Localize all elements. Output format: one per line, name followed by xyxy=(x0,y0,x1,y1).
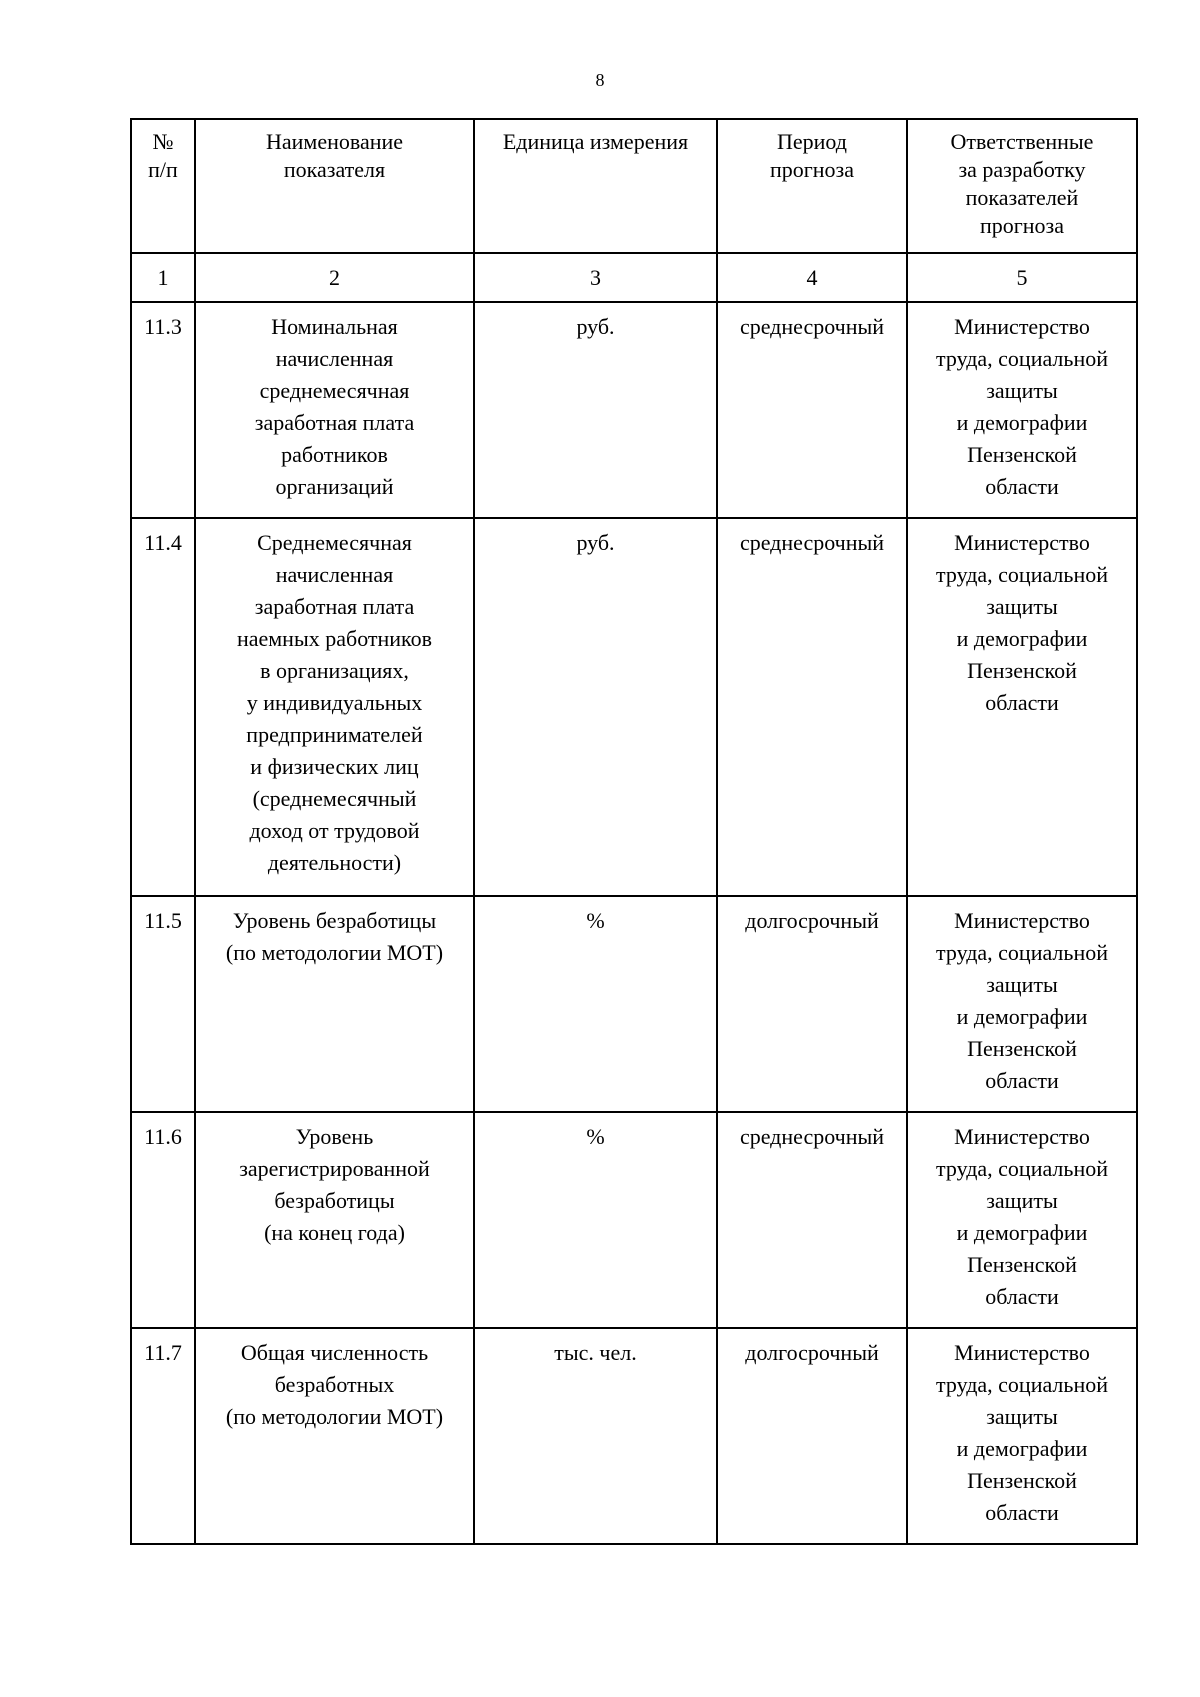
indicator-name: Среднемесячная начисленная заработная плата наемных работников в организациях, у индивидуальных предпринимателей и физических лиц (среднемесячный доход от трудовой деятельности) xyxy=(195,518,474,896)
indicator-name: Уровень безработицы (по методологии МОТ) xyxy=(195,896,474,1112)
table-row xyxy=(131,896,1137,1112)
header-responsible: Ответственные за разработку показателей прогноза xyxy=(907,119,1137,253)
indicator-name: Общая численность безработных (по методологии МОТ) xyxy=(195,1328,474,1544)
column-numbers-row xyxy=(131,253,1137,302)
unit: руб. xyxy=(474,518,717,896)
forecast-period: долгосрочный xyxy=(717,1328,907,1544)
column-number: 3 xyxy=(474,253,717,302)
row-number: 11.3 xyxy=(131,302,195,518)
table-row xyxy=(131,518,1137,896)
indicators-table xyxy=(130,118,1138,1545)
forecast-period: среднесрочный xyxy=(717,1112,907,1328)
table-row xyxy=(131,1328,1137,1544)
unit: % xyxy=(474,896,717,1112)
unit: руб. xyxy=(474,302,717,518)
indicator-name: Номинальная начисленная среднемесячная заработная плата работников организаций xyxy=(195,302,474,518)
responsible: Министерство труда, социальной защиты и демографии Пензенской области xyxy=(907,1328,1137,1544)
responsible: Министерство труда, социальной защиты и демографии Пензенской области xyxy=(907,896,1137,1112)
forecast-period: среднесрочный xyxy=(717,518,907,896)
forecast-period: среднесрочный xyxy=(717,302,907,518)
column-number: 4 xyxy=(717,253,907,302)
header-unit: Единица измерения xyxy=(474,119,717,253)
column-number: 5 xyxy=(907,253,1137,302)
table-row xyxy=(131,1112,1137,1328)
column-number: 1 xyxy=(131,253,195,302)
unit: % xyxy=(474,1112,717,1328)
header-indicator-name: Наименование показателя xyxy=(195,119,474,253)
row-number: 11.4 xyxy=(131,518,195,896)
header-forecast-period: Период прогноза xyxy=(717,119,907,253)
row-number: 11.5 xyxy=(131,896,195,1112)
table-header-row xyxy=(131,119,1137,253)
forecast-period: долгосрочный xyxy=(717,896,907,1112)
table-row xyxy=(131,302,1137,518)
header-number: № п/п xyxy=(131,119,195,253)
row-number: 11.6 xyxy=(131,1112,195,1328)
responsible: Министерство труда, социальной защиты и демографии Пензенской области xyxy=(907,302,1137,518)
page-number: 8 xyxy=(595,70,605,90)
unit: тыс. чел. xyxy=(474,1328,717,1544)
responsible: Министерство труда, социальной защиты и демографии Пензенской области xyxy=(907,518,1137,896)
column-number: 2 xyxy=(195,253,474,302)
responsible: Министерство труда, социальной защиты и демографии Пензенской области xyxy=(907,1112,1137,1328)
row-number: 11.7 xyxy=(131,1328,195,1544)
indicator-name: Уровень зарегистрированной безработицы (на конец года) xyxy=(195,1112,474,1328)
